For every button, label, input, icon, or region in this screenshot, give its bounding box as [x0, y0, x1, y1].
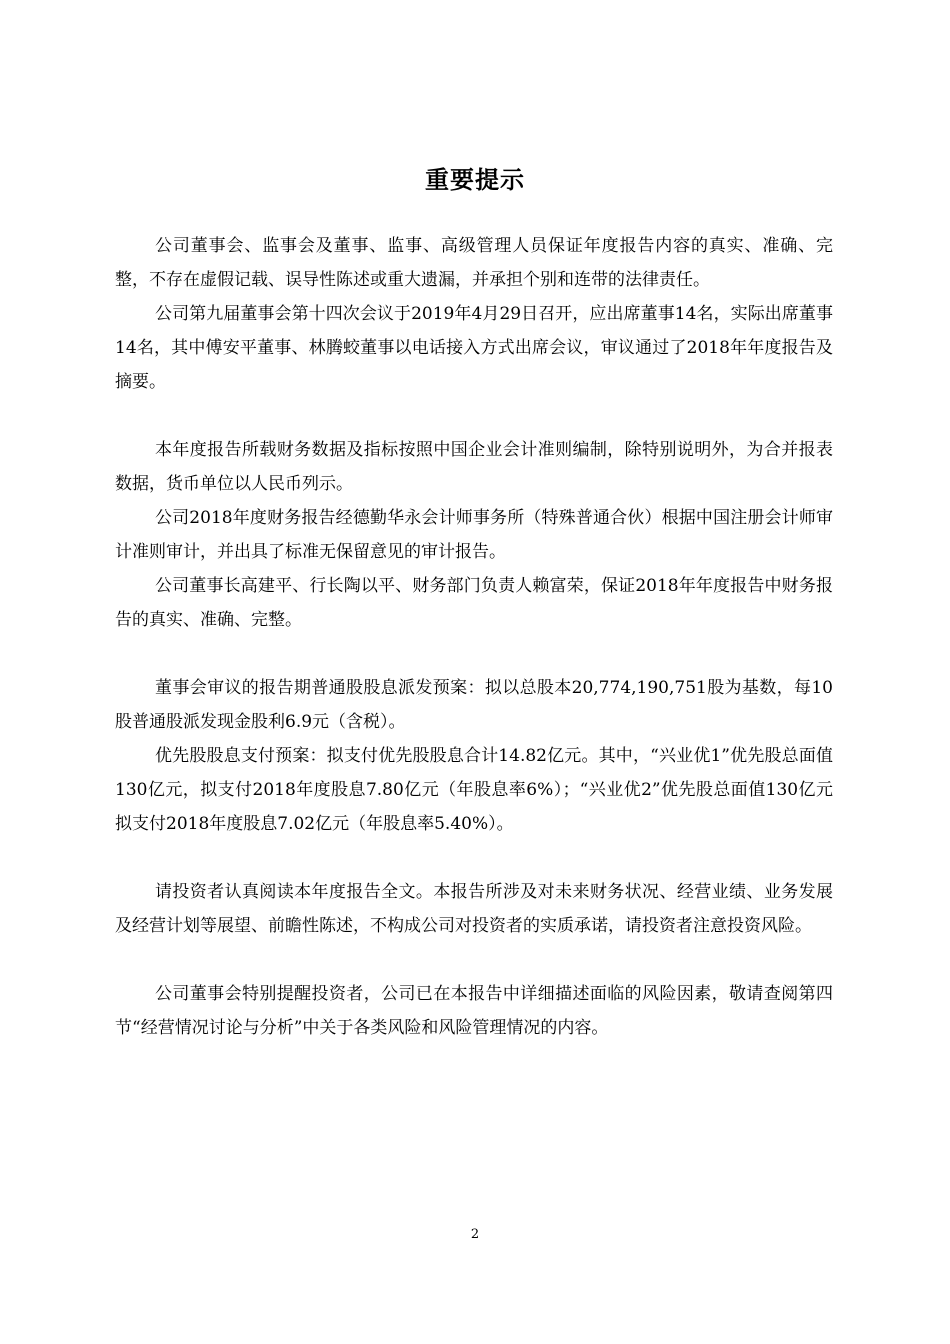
paragraph-investor-notice: 请投资者认真阅读本年度报告全文。本报告所涉及对未来财务状况、经营业绩、业务发展及经营计划等展望、前瞻性陈述，不构成公司对投资者的实质承诺，请投资者注意投资风险。 — [115, 882, 833, 936]
page-title: 重要提示 — [425, 165, 525, 194]
paragraph-audit-opinion: 公司2018年度财务报告经德勤华永会计师事务所（特殊普通合伙）根据中国注册会计师审计准则审计，并出具了标准无保留意见的审计报告。 — [115, 508, 833, 562]
paragraph-board-meeting: 公司第九届董事会第十四次会议于2019年4月29日召开，应出席董事14名，实际出席董事14名，其中傅安平董事、林腾蛟董事以电话接入方式出席会议，审议通过了2018年年度报告及摘要。 — [115, 304, 833, 392]
paragraph-dividend-plan: 董事会审议的报告期普通股股息派发预案：拟以总股本20,774,190,751股为基数，每10股普通股派发现金股利6.9元（含税）。 — [115, 678, 833, 732]
paragraph-spacer — [115, 637, 833, 671]
paragraph-responsibility-statement: 公司董事会、监事会及董事、监事、高级管理人员保证年度报告内容的真实、准确、完整，不存在虚假记载、误导性陈述或重大遗漏，并承担个别和连带的法律责任。 — [115, 236, 833, 290]
paragraph-spacer — [115, 943, 833, 977]
paragraph-management-guarantee: 公司董事长高建平、行长陶以平、财务部门负责人赖富荣，保证2018年年度报告中财务报告的真实、准确、完整。 — [115, 576, 833, 630]
document-body — [115, 229, 833, 1045]
paragraph-accounting-standards: 本年度报告所载财务数据及指标按照中国企业会计准则编制，除特别说明外，为合并报表数据，货币单位以人民币列示。 — [115, 440, 833, 494]
paragraph-risk-reminder: 公司董事会特别提醒投资者，公司已在本报告中详细描述面临的风险因素，敬请查阅第四节“经营情况讨论与分析”中关于各类风险和风险管理情况的内容。 — [115, 984, 833, 1038]
paragraph-spacer — [115, 399, 833, 433]
paragraph-spacer — [115, 841, 833, 875]
page-number: 2 — [470, 1227, 480, 1242]
paragraph-preferred-dividend-plan: 优先股股息支付预案：拟支付优先股股息合计14.82亿元。其中，“兴业优1”优先股总面值130亿元，拟支付2018年度股息7.80亿元（年股息率6%）；“兴业优2”优先股总面值130亿元拟支付2018年度股息7.02亿元（年股息率5.40%）。 — [115, 746, 833, 834]
